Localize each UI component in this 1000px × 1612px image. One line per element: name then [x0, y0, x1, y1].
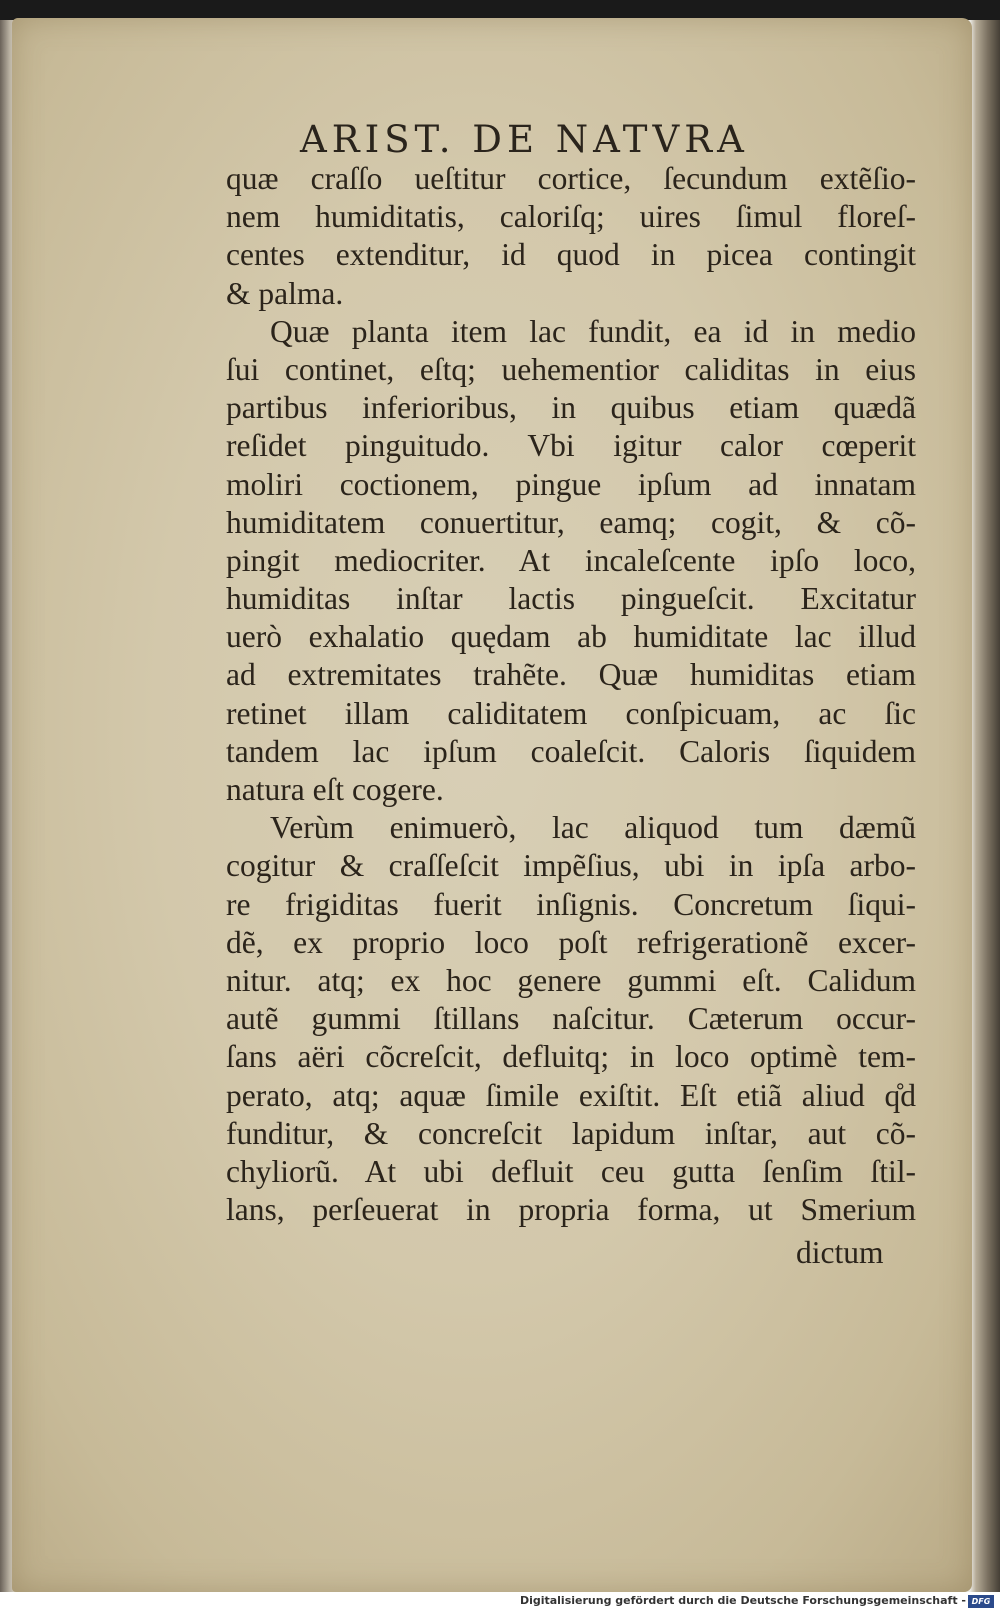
text-line: humiditatem conuertitur, eamq; cogit, & cõ-: [226, 504, 916, 540]
text-line: autẽ gummi ſtillans naſcitur. Cæterum occur-: [226, 1001, 916, 1037]
text-line: chyliorũ. At ubi defluit ceu gutta ſenſim ſtil-: [226, 1153, 916, 1189]
text-line: ad extremitates trahẽte. Quæ humiditas etiam: [226, 657, 916, 693]
text-line: ſans aëri cõcreſcit, defluitq; in loco optimè tem-: [226, 1039, 916, 1075]
digitization-footer: [0, 1592, 1000, 1612]
text-line: Quæ planta item lac fundit, ea id in medio: [270, 313, 916, 349]
text-line: nitur. atq; ex hoc genere gummi eſt. Calidum: [226, 962, 916, 998]
text-line: & palma.: [226, 275, 344, 311]
text-line: Verùm enimuerò, lac aliquod tum dæmũ: [270, 810, 916, 846]
text-line: pingit mediocriter. At incaleſcente ipſo loco,: [226, 542, 916, 578]
book-edge-shadow: [970, 20, 1000, 1592]
text-line: centes extenditur, id quod in picea contingit: [226, 237, 916, 273]
dfg-logo: DFG: [968, 1595, 994, 1608]
text-line: partibus inferioribus, in quibus etiam quædã: [226, 390, 916, 426]
text-line: nem humiditatis, caloriſq; uires ſimul floreſ-: [226, 199, 916, 235]
scanner-top-edge: [0, 0, 1000, 20]
text-line: re frigiditas fuerit inſignis. Concretum ſiqui-: [226, 886, 916, 922]
catchword: dictum: [796, 1235, 884, 1270]
text-line: reſidet pinguitudo. Vbi igitur calor cœperit: [226, 428, 916, 464]
footer-credit-text: Digitalisierung gefördert durch die Deutsche Forschungsgemeinschaft -: [519, 1594, 966, 1607]
text-line: natura eſt cogere.: [226, 772, 444, 807]
text-line: lans, perſeuerat in propria forma, ut Smerium: [226, 1192, 916, 1228]
text-line: cogitur & craſſeſcit impẽſius, ubi in ipſa arbo-: [226, 848, 916, 884]
text-line: humiditas inſtar lactis pingueſcit. Excitatur: [226, 581, 916, 617]
text-line: funditur, & concreſcit lapidum inſtar, aut cõ-: [226, 1115, 916, 1151]
text-line: moliri coctionem, pingue ipſum ad innatam: [226, 466, 916, 502]
text-line: quæ craſſo ueſtitur cortice, ſecundum extẽſio-: [226, 161, 916, 196]
body-text: [226, 160, 916, 1229]
text-line: dẽ, ex proprio loco poſt refrigerationẽ excer-: [226, 924, 916, 960]
text-line: ſui continet, eſtq; uehementior caliditas in eius: [226, 351, 916, 387]
text-line: retinet illam caliditatem conſpicuam, ac ſic: [226, 695, 916, 731]
text-line: tandem lac ipſum coaleſcit. Caloris ſiquidem: [226, 733, 916, 769]
text-line: perato, atq; aquæ ſimile exiſtit. Eſt etiã aliud q̊d: [226, 1077, 916, 1113]
text-line: uerò exhalatio quędam ab humiditate lac illud: [226, 619, 916, 655]
running-head: ARIST. DE NATVRA: [300, 118, 749, 161]
